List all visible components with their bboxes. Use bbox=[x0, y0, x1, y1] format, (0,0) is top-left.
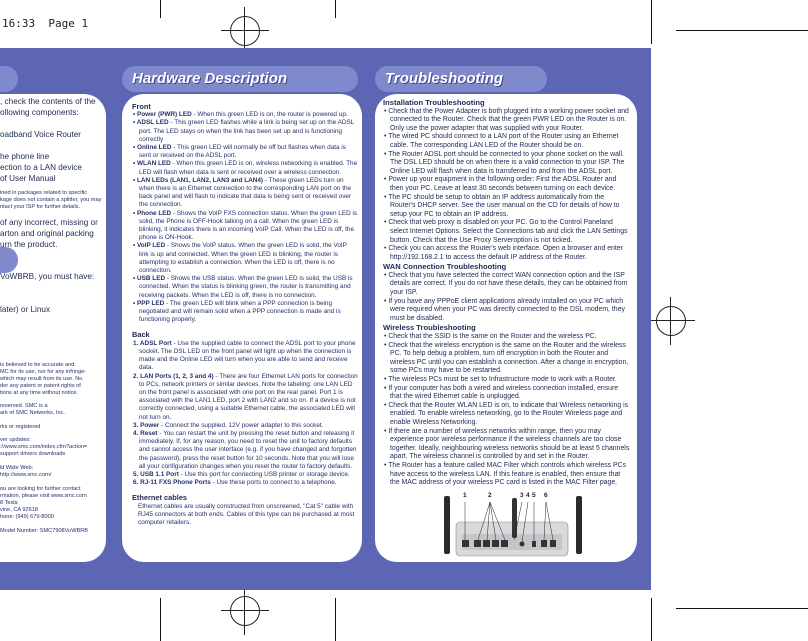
hardware-column bbox=[132, 99, 358, 527]
front-led-item: • ADSL LED - This green LED flashes while a link is being set up on the ADSL port. The LED stays on when the link has been set up and is functioning correctly bbox=[133, 119, 355, 143]
left-text-line: tions at any time without notice. bbox=[0, 390, 79, 396]
install-list bbox=[383, 108, 631, 263]
left-text-line: MC for its use, nor for any infringe- bbox=[0, 369, 87, 375]
cables-text: Ethernet cables are usually constructed from unscreened, "Cat 5" cable with RJ45 connectors at both ends. Cables of this type can be purchased at most computer retailers. bbox=[138, 502, 355, 526]
left-text-line bbox=[0, 118, 104, 129]
left-contents-text bbox=[0, 96, 104, 184]
hardware-title: Hardware Description bbox=[122, 66, 358, 92]
left-text-line: rks or registered bbox=[0, 424, 41, 430]
back-port-list bbox=[132, 340, 358, 488]
left-text-line: ld Wide Web: bbox=[0, 465, 34, 471]
cables-heading: Ethernet cables bbox=[132, 493, 188, 503]
front-led-item: • Phone LED - Shows the VoIP FXS connection status. When the green LED is solid, the Phone is OFF-Hook talking on a call. When the green LED is blinking, it indicates there is an incoming VoIP Call. When the LED is off, the phone is ON-Hook. bbox=[133, 209, 358, 242]
left-text-line: vine, CA 92618 bbox=[0, 507, 38, 513]
left-requirements-text bbox=[0, 271, 104, 315]
registration-mark bbox=[656, 306, 686, 336]
front-led-item: • Online LED - This green LED will normally be off but flashes when data is sent or received on the ADSL port. bbox=[133, 144, 346, 160]
install-heading: Installation Troubleshooting bbox=[383, 98, 485, 107]
wan-item: • If you have any PPPoE client applications already installed on your PC which were required when your PC was directly connected to the DSL modem, they must be disabled. bbox=[384, 297, 625, 322]
wireless-list bbox=[383, 333, 631, 488]
left-text-line: ark of SMC Networks, Inc. bbox=[0, 410, 65, 416]
router-back-illustration bbox=[440, 492, 590, 560]
left-text-line: ection to a LAN device bbox=[0, 163, 82, 172]
left-text-line: VoWBRB, you must have: bbox=[0, 272, 95, 281]
left-text-line: rmation, please visit www.smc.com bbox=[0, 493, 87, 499]
port-number: 5 bbox=[532, 492, 536, 499]
left-text-line: which may result from its use. No bbox=[0, 376, 83, 382]
crop-mark bbox=[651, 0, 652, 44]
left-text-line: urn the product. bbox=[0, 240, 58, 249]
crop-mark bbox=[160, 598, 161, 641]
left-updates-block bbox=[0, 437, 104, 535]
port-number: 6 bbox=[544, 492, 548, 499]
left-text-line: ined in packages related to specific bbox=[0, 190, 88, 196]
left-text-line: Model Number: SMC7908VoWBRB bbox=[0, 528, 88, 534]
left-text-line: of User Manual bbox=[0, 174, 56, 183]
left-return-text bbox=[0, 217, 104, 250]
left-text-line: is believed to be accurate and bbox=[0, 362, 75, 368]
left-text-line bbox=[0, 417, 104, 424]
install-item: • Check you can access the Router's web interface. Open a browser and enter http://192.168.2.1 to access the default IP address of the Router. bbox=[384, 245, 623, 261]
front-led-item: • WLAN LED - When this green LED is on, wireless networking is enabled. The LED will flash when data is sent or received over a wireless connection. bbox=[133, 160, 358, 176]
left-text-line bbox=[0, 293, 104, 304]
front-led-item: • PPP LED - The green LED will blink when a PPP connection is being negotiated and will remain solid when a PPP connection is made and is functioning properly. bbox=[133, 299, 341, 324]
port-number: 2 bbox=[488, 492, 492, 499]
left-text-line: ntact your ISP for further details. bbox=[0, 204, 81, 210]
crop-mark bbox=[651, 598, 652, 641]
front-led-item: • Power (PWR) LED - When this green LED is on, the router is powered up. bbox=[133, 111, 348, 119]
wireless-item: • The wireless PCs must be set to Infrastructure mode to work with a Router. bbox=[384, 376, 617, 383]
left-text-line: ollowing components: bbox=[0, 108, 79, 117]
crop-mark bbox=[160, 0, 161, 18]
install-item: • The PC should be setup to obtain an IP address automatically from the Router's DHCP server. See the user manual on the CD for details of how to setup your PC to obtain an IP address. bbox=[384, 193, 620, 218]
left-text-line bbox=[0, 521, 104, 528]
left-text-line: der any patent or patent rights of bbox=[0, 383, 81, 389]
left-text-line: reserved. SMC is a bbox=[0, 403, 48, 409]
left-text-line: oadband Voice Router bbox=[0, 130, 82, 139]
router-port-numbers bbox=[440, 492, 590, 502]
left-text-line: ://www.smc.com/index.cfm?action= bbox=[0, 444, 88, 450]
port-number: 3 bbox=[520, 492, 524, 499]
front-led-item: • USB LED - Shows the USB status. When the green LED is solid, the USB is connected. When the status is blinking green, the router is transmitting and receiving packets. When the LED is off, there is no connection. bbox=[133, 275, 353, 299]
left-trademark-block bbox=[0, 403, 104, 431]
left-text-line: arton and original packing bbox=[0, 229, 94, 238]
front-heading: Front bbox=[132, 102, 151, 111]
left-text-line bbox=[0, 282, 104, 293]
left-text-line: kage does not contain a splitter, you may bbox=[0, 197, 102, 203]
back-port-item: 6. RJ-11 FXS Phone Ports - Use these ports to connect to a telephone. bbox=[133, 479, 337, 487]
registration-mark bbox=[230, 596, 260, 626]
port-number: 4 bbox=[526, 492, 530, 499]
left-text-line: he phone line bbox=[0, 152, 50, 161]
left-text-line: ver updates: bbox=[0, 437, 31, 443]
wan-heading: WAN Connection Troubleshooting bbox=[383, 262, 507, 272]
back-port-item: 5. USB 1.1 Port - Use this port for connecting USB printer or storage device. bbox=[133, 470, 350, 478]
install-item: • Power up your equipment in the following order: First the ADSL Router and then your PC. Leave at least 30 seconds between turning on each device. bbox=[384, 176, 617, 192]
front-led-item: • LAN LEDs (LAN1, LAN2, LAN3 and LAN4) - These green LEDs turn on when there is an Ethernet connection to the corresponding LAN port on the back panel and will flash to indicate that data is being sent or received over the connection. bbox=[133, 176, 352, 209]
left-requirements-list bbox=[0, 271, 104, 315]
left-text-line: ou are looking for further contact bbox=[0, 486, 81, 492]
back-port-item: 2. LAN Ports (1, 2, 3 and 4) - There are four Ethernet LAN ports for connection to PCs, network printers or similar devices. Note the labeling: one LAN LED on the front panel is associated with one port on the rear panel. Port 1 is associated with the LAN1 LED, port 2 with LAN2 and so on. If a device is not correctly connected, using a suitable Ethernet cable, the associated LED will not turn on. bbox=[133, 372, 358, 421]
troubleshooting-title: Troubleshooting bbox=[375, 66, 547, 92]
crop-mark bbox=[335, 598, 336, 641]
left-text-line: of any incorrect, missing or bbox=[0, 218, 98, 227]
wireless-item: • Check that the SSID is the same on the Router and the wireless PC. bbox=[384, 333, 597, 341]
port-number: 1 bbox=[463, 492, 467, 499]
left-small-print bbox=[0, 190, 104, 211]
left-text-line: http://www.smc.com/ bbox=[0, 472, 52, 478]
left-text-line: 8 Tesla bbox=[0, 500, 18, 506]
front-led-item: • VoIP LED - Shows the VoIP status. When the green LED is solid, the VoIP link is up and connected. When the green LED is blinking, the router is attempting to establish a connection. When the LED is off, there is no connection. bbox=[133, 242, 347, 275]
crop-mark bbox=[335, 0, 336, 18]
left-text-line bbox=[0, 458, 104, 465]
crop-mark bbox=[676, 30, 808, 31]
wireless-item: • If your computer has both a wired and wireless connection installed, ensure that the wired Ethernet cable is unplugged. bbox=[384, 384, 619, 401]
back-port-item: 1. ADSL Port - Use the supplied cable to connect the ADSL port to your phone socket. The DSL LED on the front panel will light up when the connection is made and the Online LED will turn when you are able to send and receive data. bbox=[133, 339, 356, 372]
left-column-text bbox=[0, 96, 104, 250]
back-port-item: 4. Reset - You can restart the unit by pressing the reset button and releasing it immediately. If, for any reason, you need to reset the unit to factory defaults and cannot access the user interface (e.g. if you have changed and forgotten the password), press the reset button for 10 seconds. Note that you will lose all your configuration changes when you reset the router to factory defaults. bbox=[133, 429, 357, 470]
install-item: • The wired PC should connect to a LAN port of the Router using an Ethernet cable. The corresponding LAN LED of the Router should be on. bbox=[384, 133, 619, 149]
left-text-line bbox=[0, 479, 104, 486]
wireless-item: • Check that the Router WLAN LED is on, to indicate that Wireless networking is enabled. To enable wireless networking, go to the Router Wireless page and enable Wireless Networking. bbox=[384, 401, 629, 426]
wireless-heading: Wireless Troubleshooting bbox=[383, 323, 476, 333]
crop-mark bbox=[676, 608, 808, 609]
left-text-line: hone: (949) 679-8000 bbox=[0, 514, 54, 520]
left-legal-block bbox=[0, 362, 104, 397]
wan-item: • Check that you have selected the correct WAN connection option and the ISP details are correct. If you do not have these details, they can be obtained from your ISP. bbox=[384, 271, 628, 297]
front-led-list bbox=[132, 111, 358, 324]
wan-list bbox=[383, 272, 631, 324]
install-item: • Check that web proxy is disabled on your PC. Go to the Control Paneland select Internet Options. Select the Connections tab and click the LAN Settings button. Check that the Use Proxy Serveroption is not ticked. bbox=[384, 219, 628, 244]
left-text-line: , check the contents of the bbox=[0, 97, 96, 106]
install-item: • Check that the Power Adapter is both plugged into a working power socket and connected to the Router. Check that the green PWR LED on the Router is on. Only use the power adapter that was supplied with your Router. bbox=[384, 107, 629, 132]
back-port-item: 3. Power - Connect the supplied, 12V power adapter to this socket. bbox=[133, 421, 324, 429]
troubleshooting-column bbox=[383, 98, 631, 488]
install-item: • The Router ADSL port should be connected to your phone socket on the wall. The DSL LED should be on when there is a valid connection to your ISP. The Online LED will flash when data is transferred to and from the ADSL port. bbox=[384, 150, 625, 175]
wireless-item: • If there are a number of wireless networks within range, then you may experience poor wireless performance if the wireless channels are too close together. Ideally, neighbouring wireless networks should be at least 5 channels apart. The wireless channel is controlled by and set in the Router. bbox=[384, 427, 630, 461]
back-heading: Back bbox=[132, 330, 150, 340]
left-text-line bbox=[0, 140, 104, 151]
wireless-item: • The Router has a feature called MAC Filter which controls which wireless PCs have access to the wireless LAN. If this feature is enabled, then ensure that the MAC address of your wireless PC card is listed in the MAC Filter page. bbox=[384, 461, 627, 487]
registration-mark bbox=[230, 16, 260, 46]
wireless-item: • Check that the wireless encryption is the same on the Router and the wireless PC. To help debug a problem, turn off encryption in both the Router and wireless PC until you can establish a connection. After a change in encryption, some PCs may have to be restarted. bbox=[384, 341, 629, 375]
left-text-line: support drivers downloads bbox=[0, 451, 66, 457]
left-legal-text bbox=[0, 362, 104, 535]
print-header: 16:33 Page 1 bbox=[2, 17, 89, 30]
left-text-line: later) or Linux bbox=[0, 305, 51, 314]
